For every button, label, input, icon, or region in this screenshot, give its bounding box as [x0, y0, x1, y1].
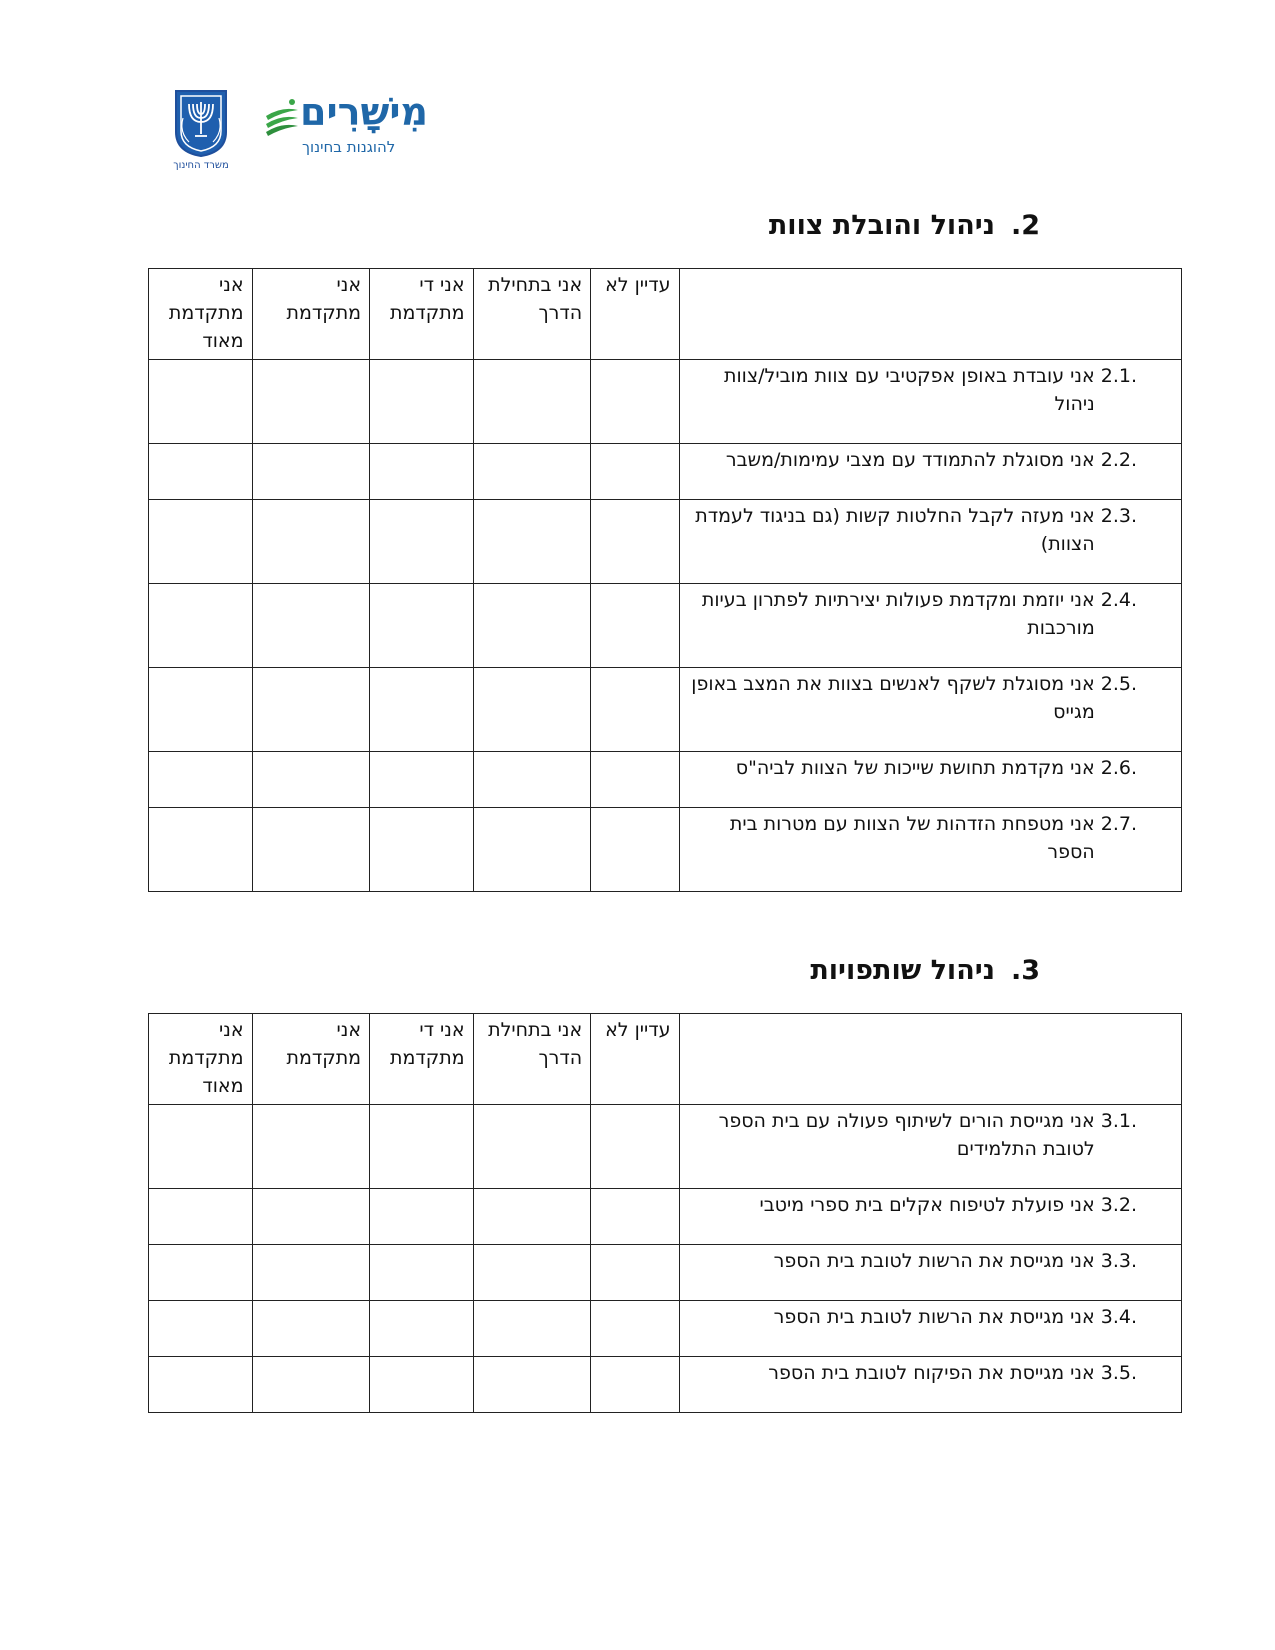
statement-cell [679, 1105, 1181, 1189]
statement-text: אני מטפחת הזדהות של הצוות עם מטרות בית הספר [729, 813, 1095, 863]
scale-header: אני מתקדמת מאוד [149, 269, 253, 360]
rating-cell[interactable] [149, 1357, 253, 1413]
statement-cell [679, 444, 1181, 500]
statement-number: 2.2. [1100, 449, 1137, 471]
rating-cell[interactable] [591, 584, 679, 668]
rating-cell[interactable] [370, 584, 474, 668]
rating-cell[interactable] [473, 668, 591, 752]
statement-cell [679, 668, 1181, 752]
table-header-row [149, 1014, 1182, 1105]
rating-cell[interactable] [370, 752, 474, 808]
rating-cell[interactable] [591, 360, 679, 444]
rating-cell[interactable] [252, 808, 370, 892]
statement-text: אני מגייסת את הרשות לטובת בית הספר [773, 1306, 1095, 1328]
section-2-title [769, 210, 1040, 241]
section-3-table [148, 1013, 1182, 1413]
statement-cell [679, 1301, 1181, 1357]
rating-cell[interactable] [591, 1105, 679, 1189]
statement-text: אני מסוגלת לשקף לאנשים בצוות את המצב באופן מגייס [691, 673, 1095, 723]
rating-cell[interactable] [473, 1357, 591, 1413]
rating-cell[interactable] [252, 1357, 370, 1413]
rating-cell[interactable] [473, 1301, 591, 1357]
rating-cell[interactable] [149, 1245, 253, 1301]
rating-cell[interactable] [149, 360, 253, 444]
rating-cell[interactable] [370, 1357, 474, 1413]
scale-header: אני די מתקדמת [370, 269, 474, 360]
statement-number: 3.4. [1100, 1306, 1137, 1328]
rating-cell[interactable] [149, 1105, 253, 1189]
rating-cell[interactable] [591, 500, 679, 584]
statement-number: 3.5. [1100, 1362, 1137, 1384]
statement-number: 2.1. [1100, 365, 1137, 387]
brand-name: מִישָׁרִים [300, 90, 429, 134]
rating-cell[interactable] [591, 1301, 679, 1357]
rating-cell[interactable] [591, 752, 679, 808]
statement-cell [679, 752, 1181, 808]
rating-cell[interactable] [252, 584, 370, 668]
menorah-emblem-icon [173, 88, 229, 158]
statement-text: אני מגייסת הורים לשיתוף פעולה עם בית הספר לטובת התלמידים [718, 1110, 1095, 1160]
statement-header [679, 269, 1181, 360]
table-header-row [149, 269, 1182, 360]
rating-cell[interactable] [473, 808, 591, 892]
rating-cell[interactable] [252, 444, 370, 500]
statement-number: 3.1. [1100, 1110, 1137, 1132]
rating-cell[interactable] [591, 1357, 679, 1413]
statement-number: 3.2. [1100, 1194, 1137, 1216]
rating-cell[interactable] [252, 752, 370, 808]
rating-cell[interactable] [591, 808, 679, 892]
rating-cell[interactable] [252, 1189, 370, 1245]
table-row [149, 1245, 1182, 1301]
rating-cell[interactable] [473, 752, 591, 808]
table-row [149, 1357, 1182, 1413]
table-row [149, 360, 1182, 444]
statement-number: 2.5. [1100, 673, 1137, 695]
section-title-text: ניהול שותפויות [810, 955, 995, 986]
section-title-text: ניהול והובלת צוות [768, 210, 995, 241]
rating-cell[interactable] [149, 1301, 253, 1357]
statement-cell [679, 1245, 1181, 1301]
rating-cell[interactable] [370, 1301, 474, 1357]
rating-cell[interactable] [370, 668, 474, 752]
rating-cell[interactable] [252, 1245, 370, 1301]
rating-cell[interactable] [149, 1189, 253, 1245]
scale-header: אני מתקדמת [252, 269, 370, 360]
section-number: 2. [1010, 210, 1040, 241]
statement-number: 2.4. [1100, 589, 1137, 611]
scale-header: עדיין לא [591, 1014, 679, 1105]
statement-text: אני מקדמת תחושת שייכות של הצוות לביה"ס [735, 757, 1095, 779]
rating-cell[interactable] [591, 668, 679, 752]
table-row [149, 500, 1182, 584]
statement-number: 2.3. [1100, 505, 1137, 527]
table-row [149, 1189, 1182, 1245]
statement-cell [679, 584, 1181, 668]
statement-cell [679, 360, 1181, 444]
misharim-stripes-icon [262, 98, 302, 144]
misharim-logo [262, 90, 432, 166]
rating-cell[interactable] [149, 444, 253, 500]
rating-cell[interactable] [473, 1105, 591, 1189]
statement-text: אני יוזמת ומקדמת פעולות יצירתיות לפתרון בעיות מורכבות [701, 589, 1095, 639]
statement-number: 3.3. [1100, 1250, 1137, 1272]
statement-text: אני פועלת לטיפוח אקלים בית ספרי מיטבי [759, 1194, 1095, 1216]
rating-cell[interactable] [370, 500, 474, 584]
rating-cell[interactable] [370, 444, 474, 500]
scale-header: אני מתקדמת [252, 1014, 370, 1105]
scale-header: עדיין לא [591, 269, 679, 360]
rating-cell[interactable] [473, 444, 591, 500]
brand-tagline: להוגנות בחינוך [302, 138, 396, 156]
rating-cell[interactable] [370, 1245, 474, 1301]
section-number: 3. [1010, 955, 1040, 986]
table-row [149, 752, 1182, 808]
rating-cell[interactable] [370, 1105, 474, 1189]
section-2-table [148, 268, 1182, 892]
scale-header: אני בתחילת הדרך [473, 269, 591, 360]
statement-cell [679, 500, 1181, 584]
rating-cell[interactable] [473, 584, 591, 668]
statement-text: אני מסוגלת להתמודד עם מצבי עמימות/משבר [725, 449, 1095, 471]
rating-cell[interactable] [370, 360, 474, 444]
statement-number: 2.6. [1100, 757, 1137, 779]
rating-cell[interactable] [252, 500, 370, 584]
rating-cell[interactable] [252, 1301, 370, 1357]
table-row [149, 668, 1182, 752]
table-row [149, 1301, 1182, 1357]
rating-cell[interactable] [473, 360, 591, 444]
rating-cell[interactable] [149, 668, 253, 752]
table-row [149, 444, 1182, 500]
statement-text: אני מעזה לקבל החלטות קשות (גם בניגוד לעמדת הצוות) [695, 505, 1095, 555]
ministry-of-education-logo [170, 88, 232, 171]
rating-cell[interactable] [252, 360, 370, 444]
rating-cell[interactable] [370, 808, 474, 892]
statement-text: אני עובדת באופן אפקטיבי עם צוות מוביל/צוות ניהול [724, 365, 1095, 415]
rating-cell[interactable] [591, 444, 679, 500]
statement-number: 2.7. [1100, 813, 1137, 835]
rating-cell[interactable] [473, 1245, 591, 1301]
rating-cell[interactable] [591, 1245, 679, 1301]
scale-header: אני בתחילת הדרך [473, 1014, 591, 1105]
rating-cell[interactable] [252, 668, 370, 752]
rating-cell[interactable] [252, 1105, 370, 1189]
rating-cell[interactable] [473, 500, 591, 584]
rating-cell[interactable] [149, 500, 253, 584]
section-3-title [810, 955, 1040, 986]
statement-header [679, 1014, 1181, 1105]
rating-cell[interactable] [149, 808, 253, 892]
table-row [149, 584, 1182, 668]
rating-cell[interactable] [149, 584, 253, 668]
rating-cell[interactable] [149, 752, 253, 808]
table-row [149, 808, 1182, 892]
statement-text: אני מגייסת את הרשות לטובת בית הספר [773, 1250, 1095, 1272]
statement-text: אני מגייסת את הפיקוח לטובת בית הספר [768, 1362, 1095, 1384]
rating-cell[interactable] [370, 1189, 474, 1245]
statement-cell [679, 808, 1181, 892]
rating-cell[interactable] [591, 1189, 679, 1245]
rating-cell[interactable] [473, 1189, 591, 1245]
statement-cell [679, 1189, 1181, 1245]
scale-header: אני מתקדמת מאוד [149, 1014, 253, 1105]
scale-header: אני די מתקדמת [370, 1014, 474, 1105]
table-row [149, 1105, 1182, 1189]
statement-cell [679, 1357, 1181, 1413]
ministry-label: משרד החינוך [173, 160, 229, 171]
